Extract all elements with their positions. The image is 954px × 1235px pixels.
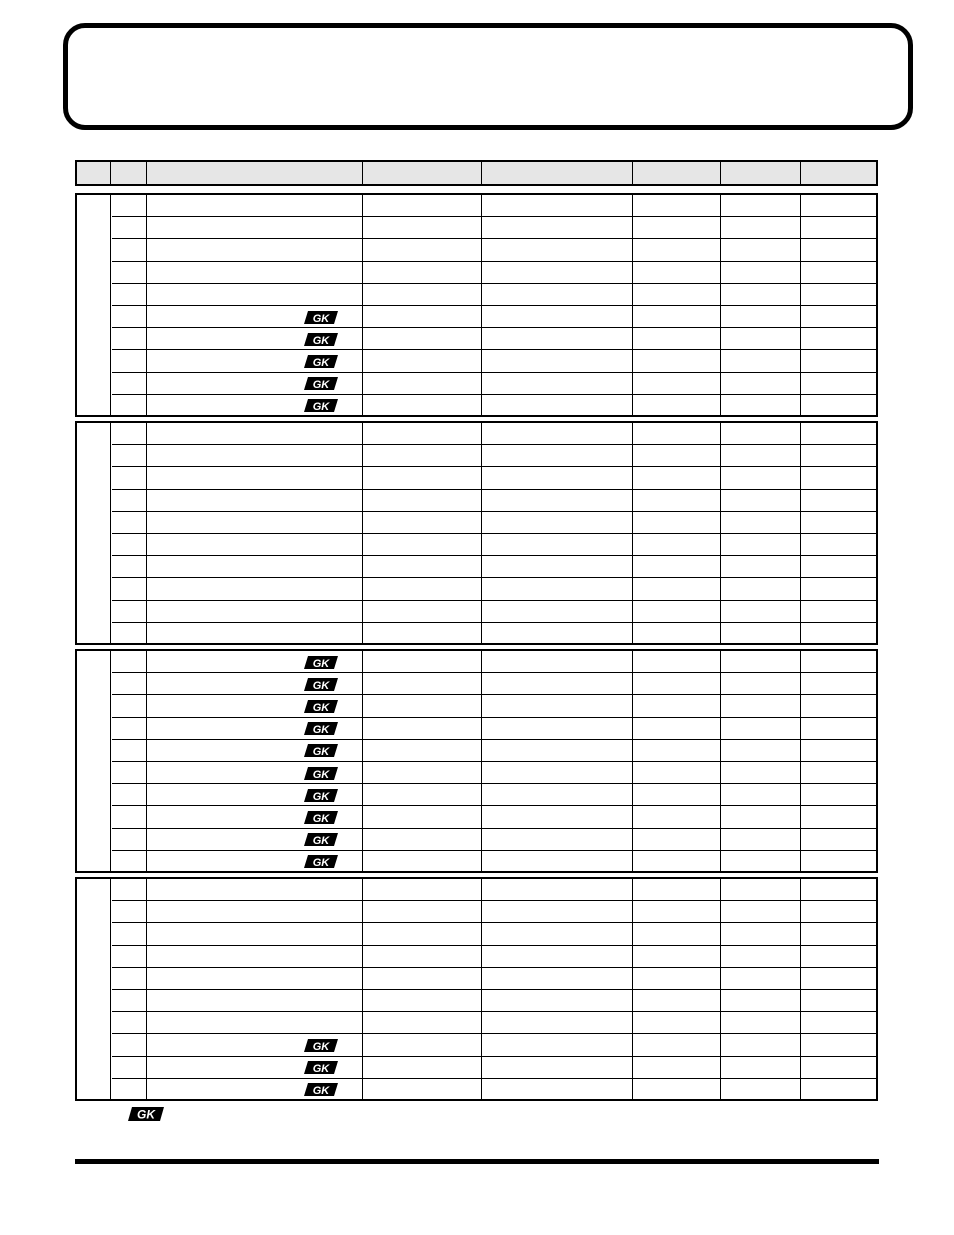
table-row — [112, 740, 876, 762]
header-col-divider — [720, 162, 721, 184]
table-row — [112, 718, 876, 740]
svg-text:GK: GK — [312, 723, 330, 736]
table-row — [112, 262, 876, 284]
header-col-divider — [481, 162, 482, 184]
table-row — [112, 923, 876, 945]
table-row — [112, 784, 876, 806]
table-row — [112, 195, 876, 217]
table-row — [112, 990, 876, 1012]
table-row — [112, 490, 876, 512]
svg-text:GK: GK — [312, 812, 330, 824]
svg-text:GK: GK — [312, 857, 330, 869]
header-col-divider — [362, 162, 363, 184]
table-row — [112, 445, 876, 467]
header-col-divider — [800, 162, 801, 184]
table-row — [112, 829, 876, 851]
table-row — [112, 284, 876, 306]
table-row — [112, 695, 876, 717]
table-row — [112, 239, 876, 261]
svg-text:GK: GK — [312, 1040, 330, 1052]
table-row — [112, 467, 876, 489]
gk-badge-icon — [304, 311, 338, 324]
page-title-box — [63, 23, 913, 130]
gk-badge-icon — [304, 767, 338, 780]
svg-text:GK: GK — [312, 1085, 330, 1097]
table-row — [112, 806, 876, 828]
svg-text:GK: GK — [312, 378, 330, 391]
table-row — [112, 601, 876, 623]
table-block — [75, 193, 878, 417]
header-col-divider — [146, 162, 147, 184]
table-row — [112, 1057, 876, 1079]
gk-badge-icon — [304, 333, 338, 346]
table-row — [112, 306, 876, 328]
gk-badge-icon — [304, 744, 338, 757]
svg-text:GK: GK — [312, 657, 330, 669]
table-row — [112, 423, 876, 445]
table-row — [112, 623, 876, 645]
table-row — [112, 395, 876, 417]
table-row — [112, 534, 876, 556]
table-row — [112, 578, 876, 600]
svg-text:GK: GK — [312, 834, 330, 847]
gk-badge-icon — [304, 1083, 338, 1096]
gk-badge-icon — [304, 355, 338, 368]
gk-badge-icon — [304, 1061, 338, 1074]
svg-text:GK: GK — [312, 768, 330, 780]
col-divider — [110, 879, 111, 1099]
col-divider — [110, 423, 111, 643]
svg-text:GK: GK — [312, 312, 330, 324]
gk-badge-icon — [304, 700, 338, 713]
col-divider — [110, 195, 111, 415]
table-row — [112, 328, 876, 350]
gk-badge-icon — [304, 377, 338, 390]
table-row — [112, 1034, 876, 1056]
header-col-divider — [110, 162, 111, 184]
table-block — [75, 877, 878, 1101]
table-row — [112, 901, 876, 923]
table-row — [112, 1079, 876, 1101]
gk-badge-icon — [304, 855, 338, 868]
table-row — [112, 762, 876, 784]
table-row — [112, 556, 876, 578]
table-block — [75, 421, 878, 645]
gk-badge-icon — [304, 833, 338, 846]
gk-badge-icon — [304, 656, 338, 669]
svg-text:GK: GK — [312, 356, 330, 368]
svg-text:GK: GK — [312, 701, 330, 713]
gk-badge-icon — [128, 1107, 164, 1121]
gk-badge-icon — [304, 1039, 338, 1052]
table-row — [112, 651, 876, 673]
gk-badge-icon — [304, 811, 338, 824]
gk-badge-icon — [304, 399, 338, 412]
table-header-row — [75, 160, 878, 186]
table-row — [112, 217, 876, 239]
table-row — [112, 946, 876, 968]
svg-text:GK: GK — [312, 679, 330, 691]
gk-badge-icon — [304, 678, 338, 691]
table-block — [75, 649, 878, 873]
table-row — [112, 512, 876, 534]
col-divider — [110, 651, 111, 871]
table-row — [112, 851, 876, 873]
table-row — [112, 673, 876, 695]
svg-text:GK: GK — [312, 746, 330, 758]
svg-text:GK: GK — [312, 1062, 330, 1075]
table-row — [112, 373, 876, 395]
table-row — [112, 968, 876, 990]
table-row — [112, 879, 876, 901]
svg-text:GK: GK — [312, 401, 330, 413]
bottom-rule — [75, 1159, 879, 1164]
table-row — [112, 1012, 876, 1034]
svg-text:GK: GK — [312, 790, 330, 802]
gk-badge-icon — [304, 722, 338, 735]
svg-text:GK: GK — [137, 1107, 155, 1121]
table-row — [112, 350, 876, 372]
svg-text:GK: GK — [312, 334, 330, 346]
header-col-divider — [632, 162, 633, 184]
gk-badge-icon — [304, 789, 338, 802]
